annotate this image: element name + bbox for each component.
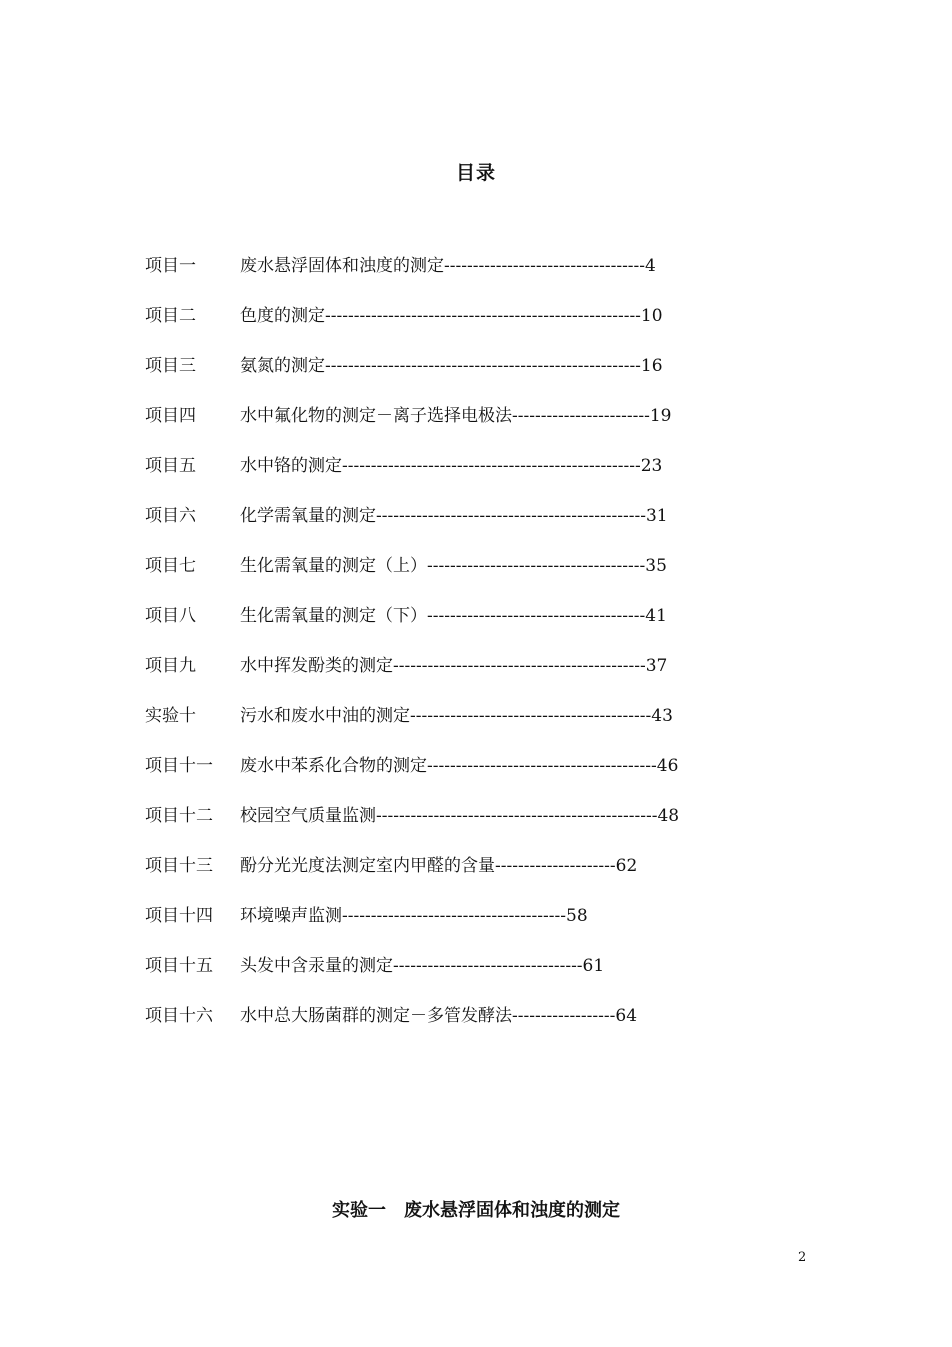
- toc-entry-1[interactable]: [145, 254, 785, 304]
- toc-entry-number: 项目七: [145, 556, 196, 576]
- section-heading: 实验一 废水悬浮固体和浊度的测定: [332, 1200, 620, 1221]
- toc-entry-number: 项目十一: [145, 756, 213, 776]
- toc-entry-number: 项目四: [145, 406, 196, 426]
- toc-entry-11[interactable]: [145, 754, 785, 804]
- toc-entry-title: 氨氮的测定-------------------------------------------------------16: [240, 356, 663, 376]
- toc-entry-title: 废水中苯系化合物的测定----------------------------------------46: [240, 756, 679, 776]
- toc-entry-title: 头发中含汞量的测定---------------------------------61: [240, 956, 605, 976]
- toc-entry-number: 实验十: [145, 706, 196, 726]
- toc-entry-number: 项目十二: [145, 806, 213, 826]
- page-number: 2: [798, 1250, 807, 1265]
- toc-entry-title: 校园空气质量监测-------------------------------------------------48: [240, 806, 680, 826]
- table-of-contents: [145, 254, 785, 1054]
- toc-entry-3[interactable]: [145, 354, 785, 404]
- toc-entry-5[interactable]: [145, 454, 785, 504]
- toc-entry-12[interactable]: [145, 804, 785, 854]
- toc-entry-number: 项目十六: [145, 1006, 213, 1026]
- toc-entry-number: 项目六: [145, 506, 196, 526]
- toc-entry-title: 水中铬的测定----------------------------------------------------23: [240, 456, 663, 476]
- toc-entry-number: 项目十五: [145, 956, 213, 976]
- toc-entry-title: 生化需氧量的测定（上）--------------------------------------35: [240, 556, 667, 576]
- toc-entry-8[interactable]: [145, 604, 785, 654]
- toc-entry-title: 污水和废水中油的测定------------------------------------------43: [240, 706, 673, 726]
- toc-entry-number: 项目十三: [145, 856, 213, 876]
- toc-entry-7[interactable]: [145, 554, 785, 604]
- toc-entry-title: 生化需氧量的测定（下）--------------------------------------41: [240, 606, 667, 626]
- toc-entry-number: 项目九: [145, 656, 196, 676]
- toc-entry-number: 项目二: [145, 306, 196, 326]
- toc-entry-4[interactable]: [145, 404, 785, 454]
- toc-entry-title: 废水悬浮固体和浊度的测定-----------------------------------4: [240, 256, 656, 276]
- toc-entry-number: 项目八: [145, 606, 196, 626]
- toc-entry-title: 水中氟化物的测定－离子选择电极法------------------------19: [240, 406, 672, 426]
- toc-entry-number: 项目一: [145, 256, 196, 276]
- toc-entry-13[interactable]: [145, 854, 785, 904]
- toc-entry-number: 项目五: [145, 456, 196, 476]
- toc-entry-number: 项目十四: [145, 906, 213, 926]
- toc-entry-6[interactable]: [145, 504, 785, 554]
- toc-entry-15[interactable]: [145, 954, 785, 1004]
- toc-entry-16[interactable]: [145, 1004, 785, 1054]
- toc-entry-number: 项目三: [145, 356, 196, 376]
- toc-entry-title: 酚分光光度法测定室内甲醛的含量---------------------62: [240, 856, 638, 876]
- toc-entry-title: 水中总大肠菌群的测定－多管发酵法------------------64: [240, 1006, 638, 1026]
- toc-entry-title: 化学需氧量的测定-----------------------------------------------31: [240, 506, 668, 526]
- toc-entry-title: 水中挥发酚类的测定--------------------------------------------37: [240, 656, 668, 676]
- page-title: 目录: [455, 162, 496, 184]
- toc-entry-14[interactable]: [145, 904, 785, 954]
- toc-entry-10[interactable]: [145, 704, 785, 754]
- toc-entry-9[interactable]: [145, 654, 785, 704]
- toc-entry-title: 环境噪声监测---------------------------------------58: [240, 906, 588, 926]
- toc-entry-title: 色度的测定-------------------------------------------------------10: [240, 306, 663, 326]
- toc-entry-2[interactable]: [145, 304, 785, 354]
